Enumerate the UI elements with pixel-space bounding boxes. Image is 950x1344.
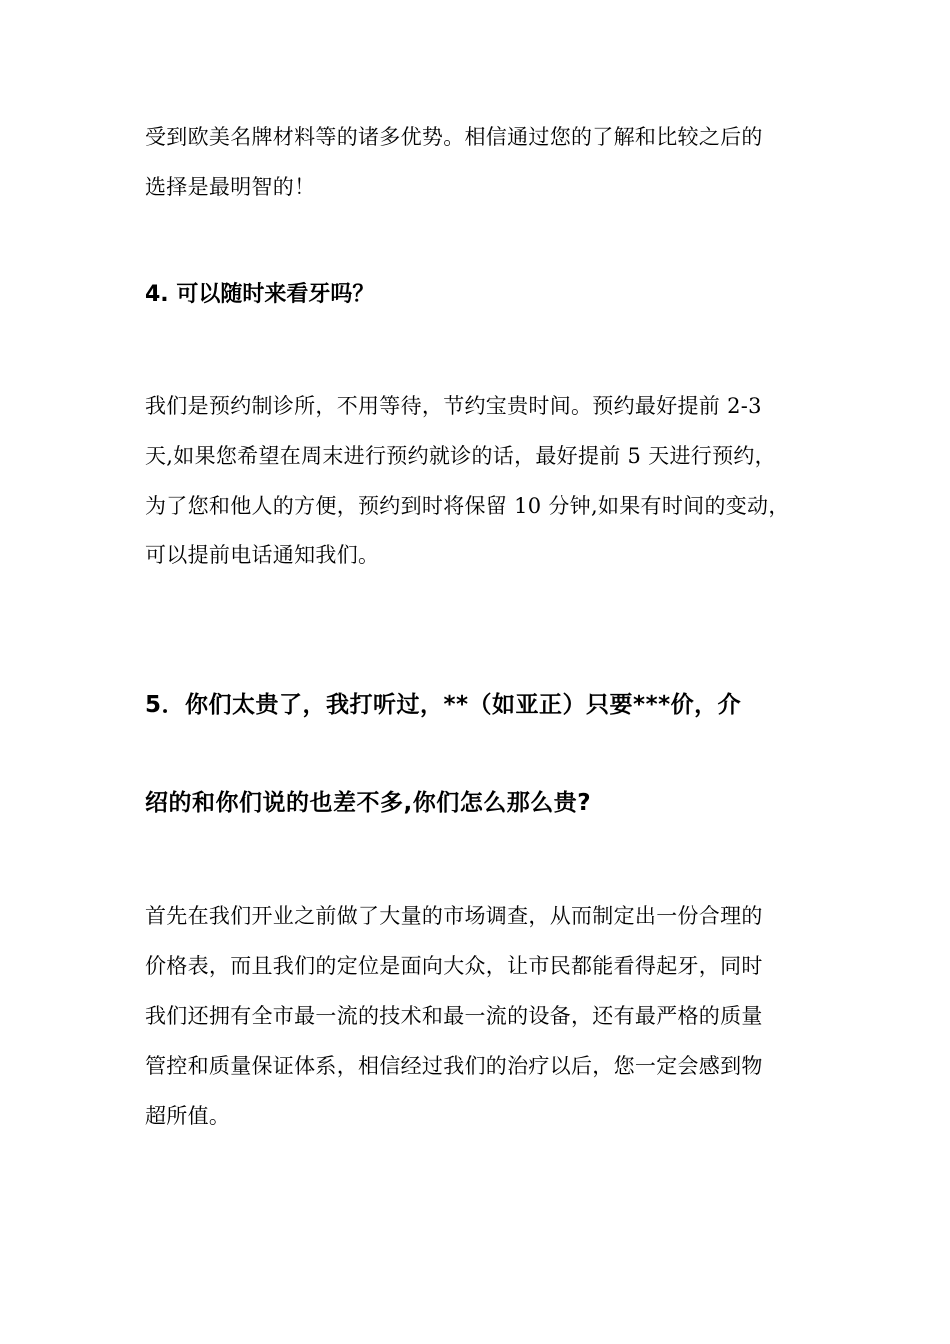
- paragraph-line: 天,如果您希望在周末进行预约就诊的话，最好提前 5 天进行预约，: [145, 444, 776, 468]
- paragraph-line: 受到欧美名牌材料等的诸多优势。相信通过您的了解和比较之后的: [145, 125, 763, 149]
- paragraph-line: 我们还拥有全市最一流的技术和最一流的设备，还有最严格的质量: [145, 1004, 763, 1028]
- paragraph-line: 首先在我们开业之前做了大量的市场调查，从而制定出一份合理的: [145, 904, 763, 928]
- paragraph-line: 超所值。: [145, 1104, 231, 1128]
- paragraph-line: 管控和质量保证体系，相信经过我们的治疗以后，您一定会感到物: [145, 1054, 763, 1078]
- section-heading: 绍的和你们说的也差不多,你们怎么那么贵?: [145, 790, 592, 816]
- section-heading: 5．你们太贵了，我打听过，**（如亚正）只要***价，介: [145, 692, 742, 718]
- paragraph-line: 我们是预约制诊所，不用等待，节约宝贵时间。预约最好提前 2-3: [145, 394, 762, 418]
- paragraph-line: 价格表，而且我们的定位是面向大众，让市民都能看得起牙，同时: [145, 954, 763, 978]
- section-heading: 4. 可以随时来看牙吗？: [145, 282, 375, 307]
- paragraph-line: 选择是最明智的！: [145, 175, 316, 199]
- paragraph-line: 为了您和他人的方便，预约到时将保留 10 分钟,如果有时间的变动，: [145, 494, 790, 518]
- paragraph-line: 可以提前电话通知我们。: [145, 543, 380, 567]
